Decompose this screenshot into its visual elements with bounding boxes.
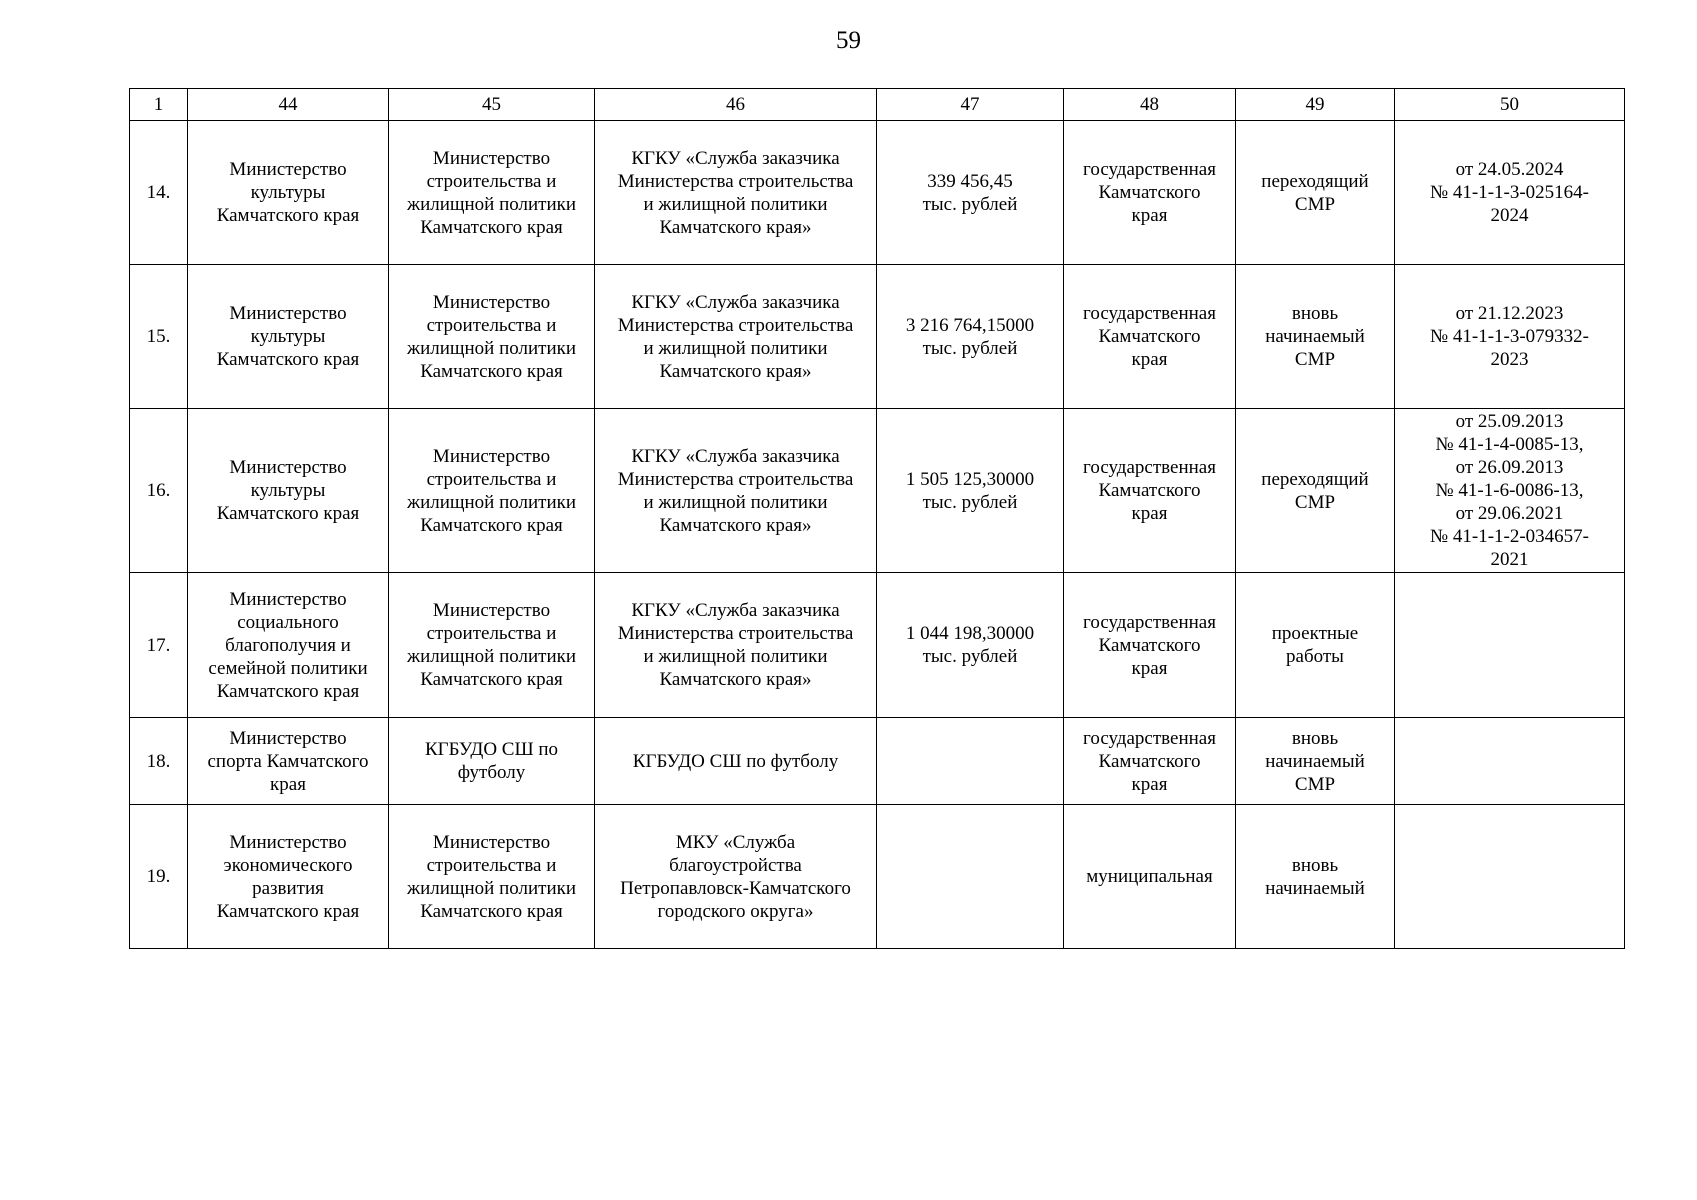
data-table (129, 88, 1625, 949)
cell-text: государственная Камчатского края (1083, 727, 1216, 795)
table-cell (130, 121, 188, 265)
table-cell (1395, 718, 1625, 805)
table-cell (1395, 409, 1625, 573)
cell-text: вновь начинаемый (1265, 854, 1365, 899)
cell-text: КГКУ «Служба заказчика Министерства строительства и жилищной политики Камчатского края» (617, 600, 854, 690)
cell-text: государственная Камчатского края (1083, 303, 1216, 370)
table-cell (130, 805, 188, 949)
table-cell (595, 573, 877, 718)
table-cell (595, 265, 877, 409)
cell-text: КГБУДО СШ по футболу (632, 750, 839, 772)
table-cell (1064, 265, 1236, 409)
cell-text: Министерство социального благополучия и семейной политики Камчатского края (208, 588, 368, 702)
cell-text: Министерство строительства и жилищной политики Камчатского края (406, 600, 577, 690)
cell-text: от 25.09.2013 № 41-1-4-0085-13, от 26.09.2013 № 41-1-6-0086-13, от 29.06.2021 № 41-1-1-2-034657- 2021 (1429, 411, 1589, 570)
cell-text: КГКУ «Служба заказчика Министерства строительства и жилищной политики Камчатского края» (617, 445, 854, 536)
table-row (130, 121, 1625, 265)
cell-text: 1 505 125,30000 тыс. рублей (905, 468, 1035, 513)
page-number: 59 (836, 27, 861, 54)
table-cell (130, 718, 188, 805)
cell-text: 16. (146, 480, 171, 501)
table-cell (188, 409, 389, 573)
table-cell (389, 805, 595, 949)
table-cell (877, 121, 1064, 265)
table-cell (130, 409, 188, 573)
cell-text: МКУ «Служба благоустройства Петропавловск-Камчатского городского округа» (620, 831, 851, 922)
table-cell (595, 409, 877, 573)
table-cell (877, 409, 1064, 573)
table-cell (877, 573, 1064, 718)
column-header: 46 (595, 89, 877, 121)
cell-text: Министерство строительства и жилищной политики Камчатского края (406, 445, 577, 536)
cell-text: Министерство экономического развития Камчатского края (216, 831, 360, 922)
table-row (130, 573, 1625, 718)
table-cell (389, 573, 595, 718)
column-header: 1 (130, 89, 188, 121)
table-cell (1064, 573, 1236, 718)
cell-text: Министерство культуры Камчатского края (216, 159, 360, 226)
table-cell (389, 718, 595, 805)
cell-text: 14. (146, 182, 171, 203)
table-row (130, 718, 1625, 805)
cell-text: вновь начинаемый СМР (1265, 727, 1365, 795)
table-cell (188, 121, 389, 265)
cell-text: вновь начинаемый СМР (1265, 303, 1365, 370)
table-cell (1064, 718, 1236, 805)
cell-text: 15. (146, 326, 171, 347)
table-cell (877, 718, 1064, 805)
table-cell (1236, 718, 1395, 805)
cell-text: 339 456,45 тыс. рублей (922, 170, 1018, 215)
table-cell (188, 805, 389, 949)
cell-text: государственная Камчатского края (1083, 457, 1216, 524)
cell-text: 17. (146, 634, 171, 656)
table-cell (595, 718, 877, 805)
table-cell (1236, 573, 1395, 718)
table-cell (130, 265, 188, 409)
table-cell (1064, 121, 1236, 265)
column-header: 50 (1395, 89, 1625, 121)
table-cell (877, 805, 1064, 949)
column-header: 45 (389, 89, 595, 121)
table-cell (877, 265, 1064, 409)
table-cell (595, 805, 877, 949)
cell-text: от 24.05.2024 № 41-1-1-3-025164- 2024 (1429, 159, 1589, 226)
cell-text: муниципальная (1086, 866, 1213, 887)
table-cell (130, 573, 188, 718)
table-header-row (130, 89, 1625, 121)
column-header: 48 (1064, 89, 1236, 121)
cell-text: от 21.12.2023 № 41-1-1-3-079332- 2023 (1429, 303, 1589, 370)
table-cell (188, 718, 389, 805)
column-header: 44 (188, 89, 389, 121)
cell-text: Министерство строительства и жилищной политики Камчатского края (406, 291, 577, 382)
table-row (130, 805, 1625, 949)
cell-text: 19. (146, 866, 171, 887)
table-cell (1395, 265, 1625, 409)
cell-text: Министерство спорта Камчатского края (207, 727, 369, 795)
table-cell (1064, 805, 1236, 949)
cell-text: государственная Камчатского края (1083, 611, 1216, 679)
table-cell (1236, 265, 1395, 409)
cell-text: проектные работы (1271, 623, 1359, 667)
table-cell (1395, 573, 1625, 718)
table-cell (1395, 121, 1625, 265)
table-cell (1395, 805, 1625, 949)
cell-text: переходящий СМР (1261, 468, 1369, 513)
column-header: 49 (1236, 89, 1395, 121)
cell-text: Министерство культуры Камчатского края (216, 303, 360, 370)
cell-text: КГКУ «Служба заказчика Министерства строительства и жилищной политики Камчатского края» (617, 147, 854, 238)
table-cell (389, 121, 595, 265)
table-cell (188, 265, 389, 409)
table-cell (1236, 805, 1395, 949)
table-cell (1064, 409, 1236, 573)
table-cell (595, 121, 877, 265)
table-row (130, 265, 1625, 409)
table-cell (1236, 409, 1395, 573)
cell-text: КГКУ «Служба заказчика Министерства строительства и жилищной политики Камчатского края» (617, 291, 854, 382)
table-cell (389, 409, 595, 573)
cell-text: 18. (146, 750, 171, 772)
table-cell (188, 573, 389, 718)
cell-text: Министерство культуры Камчатского края (216, 457, 360, 524)
cell-text: КГБУДО СШ по футболу (424, 739, 559, 783)
cell-text: переходящий СМР (1261, 170, 1369, 215)
cell-text: 3 216 764,15000 тыс. рублей (905, 314, 1035, 359)
cell-text: государственная Камчатского края (1083, 159, 1216, 226)
table-row (130, 409, 1625, 573)
table-cell (389, 265, 595, 409)
cell-text: 1 044 198,30000 тыс. рублей (905, 623, 1035, 667)
cell-text: Министерство строительства и жилищной политики Камчатского края (406, 831, 577, 922)
table-cell (1236, 121, 1395, 265)
cell-text: Министерство строительства и жилищной политики Камчатского края (406, 147, 577, 238)
column-header: 47 (877, 89, 1064, 121)
